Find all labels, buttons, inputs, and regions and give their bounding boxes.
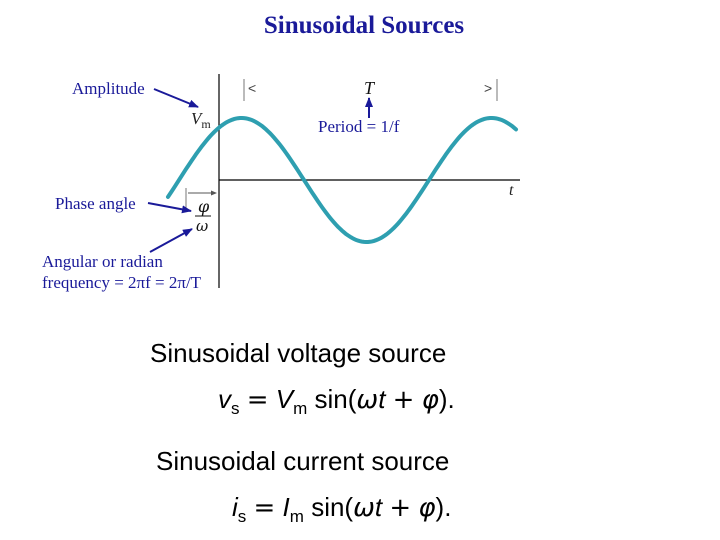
phase-angle-label: Phase angle	[55, 194, 136, 213]
voltage-var-sub: s	[231, 399, 240, 418]
voltage-equation	[218, 384, 455, 418]
time-var: t	[378, 384, 386, 414]
equals-sign: =	[246, 385, 269, 415]
angular-frequency-line-2: frequency = 2πf = 2π/T	[42, 273, 202, 292]
phi-var: φ	[418, 493, 436, 523]
plus-sign: +	[392, 385, 415, 415]
current-source-title: Sinusoidal current source	[156, 446, 450, 476]
period-left-bracket: <	[248, 80, 257, 96]
phase-angle-arrow	[148, 203, 191, 211]
amplitude-arrow	[154, 89, 198, 107]
omega-var: ω	[353, 493, 375, 523]
angular-frequency-label	[42, 251, 201, 293]
time-axis-label: t	[509, 182, 514, 199]
sin-func: sin(	[314, 384, 357, 414]
amplitude-label: Amplitude	[72, 79, 145, 98]
angular-frequency-line-1: Angular or radian	[42, 252, 163, 271]
page-title: Sinusoidal Sources	[263, 12, 465, 39]
close-paren: ).	[438, 384, 455, 414]
time-var: t	[374, 492, 383, 522]
phi-symbol: φ	[198, 197, 210, 216]
current-amp-var: I	[282, 492, 290, 522]
omega-var: ω	[356, 385, 379, 415]
sin-func: sin(	[311, 492, 354, 522]
angular-frequency-arrow	[150, 229, 192, 252]
equals-sign: =	[253, 493, 276, 523]
period-symbol: T	[364, 78, 375, 98]
vm-label: $V_m$	[191, 109, 211, 131]
current-equation	[232, 492, 452, 526]
voltage-var: v	[218, 384, 231, 414]
voltage-amp-sub: m	[293, 399, 308, 418]
current-amp-sub: m	[289, 507, 304, 526]
plus-sign: +	[389, 493, 412, 523]
current-var: i	[232, 492, 238, 522]
omega-symbol: ω	[196, 217, 209, 235]
period-right-bracket: >	[484, 80, 493, 96]
voltage-source-title: Sinusoidal voltage source	[150, 338, 447, 368]
current-var-sub: s	[237, 507, 247, 526]
voltage-amp-var: V	[275, 384, 294, 414]
close-paren: ).	[435, 492, 452, 522]
phi-var: φ	[421, 385, 439, 415]
period-label: Period = 1/f	[318, 117, 400, 136]
